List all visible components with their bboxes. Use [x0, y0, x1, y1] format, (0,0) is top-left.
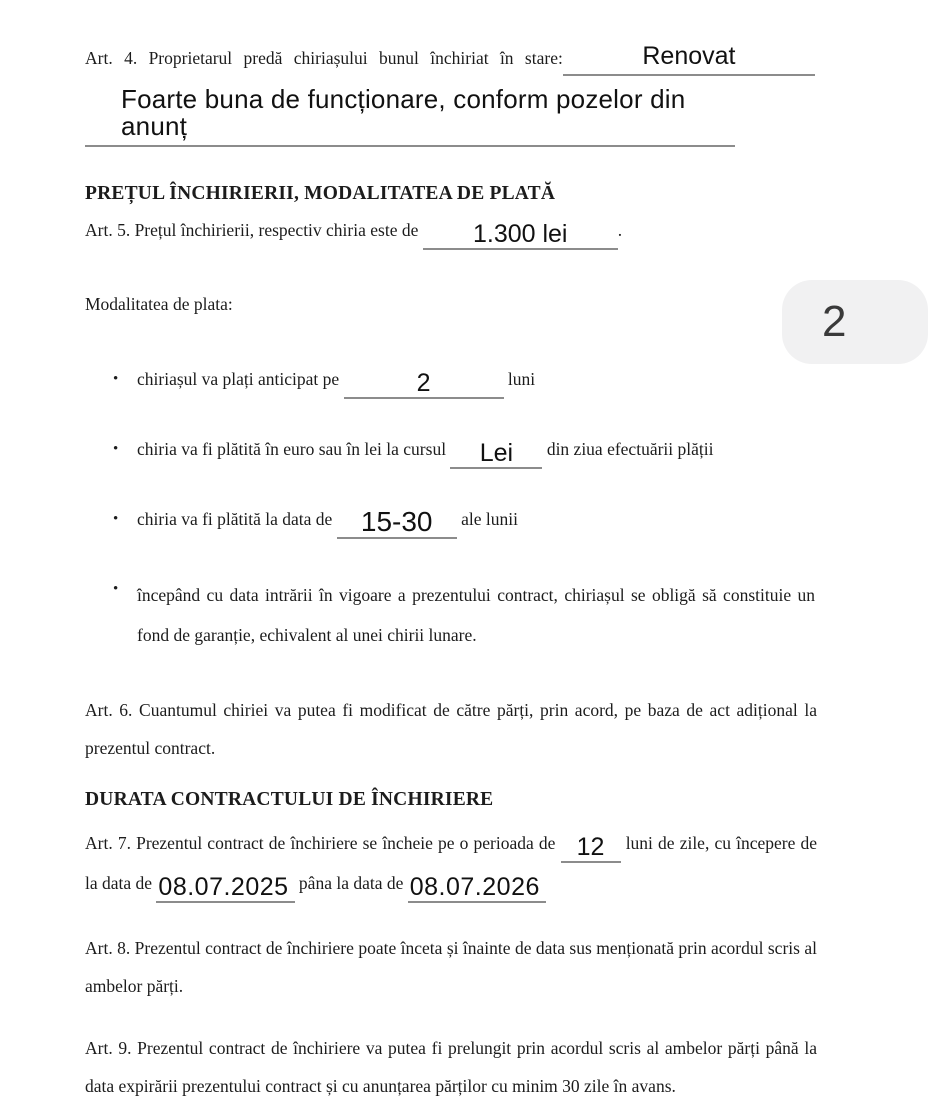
page-number-badge	[782, 280, 928, 364]
payment-bullet-list	[85, 365, 815, 655]
payday-fill: 15-30	[360, 506, 433, 537]
art4-state-fill: Renovat	[642, 42, 736, 70]
bullet2-text: chiria va fi plătită în euro sau în lei la cursul	[137, 439, 447, 459]
currency-fill: Lei	[479, 439, 514, 467]
art6-paragraph: Art. 6. Cuantumul chiriei va putea fi modificat de către părți, prin acord, pe baza de act adițional la prezentul contract.	[85, 700, 817, 758]
bullet-item-payday	[85, 505, 815, 539]
bullet-icon: •	[113, 371, 119, 387]
bullet-icon: •	[113, 511, 119, 527]
currency-blank	[450, 441, 542, 469]
end-date-fill: 08.07.2026	[408, 875, 546, 903]
art5-paragraph	[85, 215, 815, 250]
art7-text: Art. 7. Prezentul contract de închiriere se încheie pe o perioada de	[85, 833, 556, 853]
bullet-item-advance	[85, 365, 815, 399]
art5-text: Art. 5. Prețul închirierii, respectiv chiria este de	[85, 220, 419, 240]
payday-blank	[337, 508, 457, 539]
art7-text-mid2: pâna la data de	[298, 873, 404, 893]
duration-section-heading: DURATA CONTRACTULUI DE ÎNCHIRIERE	[85, 789, 494, 810]
art4-state-blank	[563, 44, 815, 76]
art5-period: .	[617, 220, 623, 240]
art4-text: Art. 4. Proprietarul predă chiriașului bunul închiriat în stare:	[85, 48, 563, 68]
payment-method-label: Modalitatea de plata:	[85, 294, 233, 314]
bullet3-text-post: ale lunii	[461, 509, 518, 529]
art9-paragraph: Art. 9. Prezentul contract de închiriere va putea fi prelungit prin acordul scris al ambelor părți până la data expirării prezentului contract și cu anunțarea părților cu minim 30 zile în avans.	[85, 1038, 817, 1096]
art4-condition-fill: Foarte buna de funcționare, conform pozelor din anunț	[121, 84, 686, 141]
art8-paragraph: Art. 8. Prezentul contract de închiriere poate înceta și înainte de data sus menționată prin acordul scris al ambelor părți.	[85, 938, 817, 996]
bullet1-text: chiriașul va plați anticipat pe	[137, 369, 340, 389]
advance-months-fill: 2	[416, 369, 431, 397]
start-date-fill: 08.07.2025	[156, 875, 294, 903]
bullet-item-guarantee	[85, 575, 815, 655]
art4-condition-line	[85, 84, 735, 147]
bullet-icon: •	[113, 441, 119, 457]
bullet-item-currency	[85, 435, 815, 469]
advance-months-blank	[344, 371, 504, 399]
art4-paragraph	[85, 44, 815, 76]
duration-months-blank	[561, 835, 621, 863]
art5-price-fill: 1.300 lei	[472, 220, 568, 248]
bullet4-text: începând cu data intrării în vigoare a prezentului contract, chiriașul se obligă să constituie un fond de garanție, echivalent al unei chirii lunare.	[137, 585, 815, 645]
art7-text-mid: luni de zile, cu începere de la data de	[85, 833, 818, 893]
art7-paragraph	[85, 823, 817, 903]
duration-months-fill: 12	[576, 833, 605, 861]
bullet1-text-post: luni	[507, 369, 536, 389]
price-section-heading: PREȚUL ÎNCHIRIERII, MODALITATEA DE PLATĂ	[85, 183, 556, 204]
bullet3-text: chiria va fi plătită la data de	[137, 509, 333, 529]
art5-price-blank	[423, 222, 618, 250]
bullet2-text-post: din ziua efectuării plății	[546, 439, 714, 459]
bullet-icon: •	[113, 581, 119, 597]
page-number: 2	[822, 297, 847, 346]
